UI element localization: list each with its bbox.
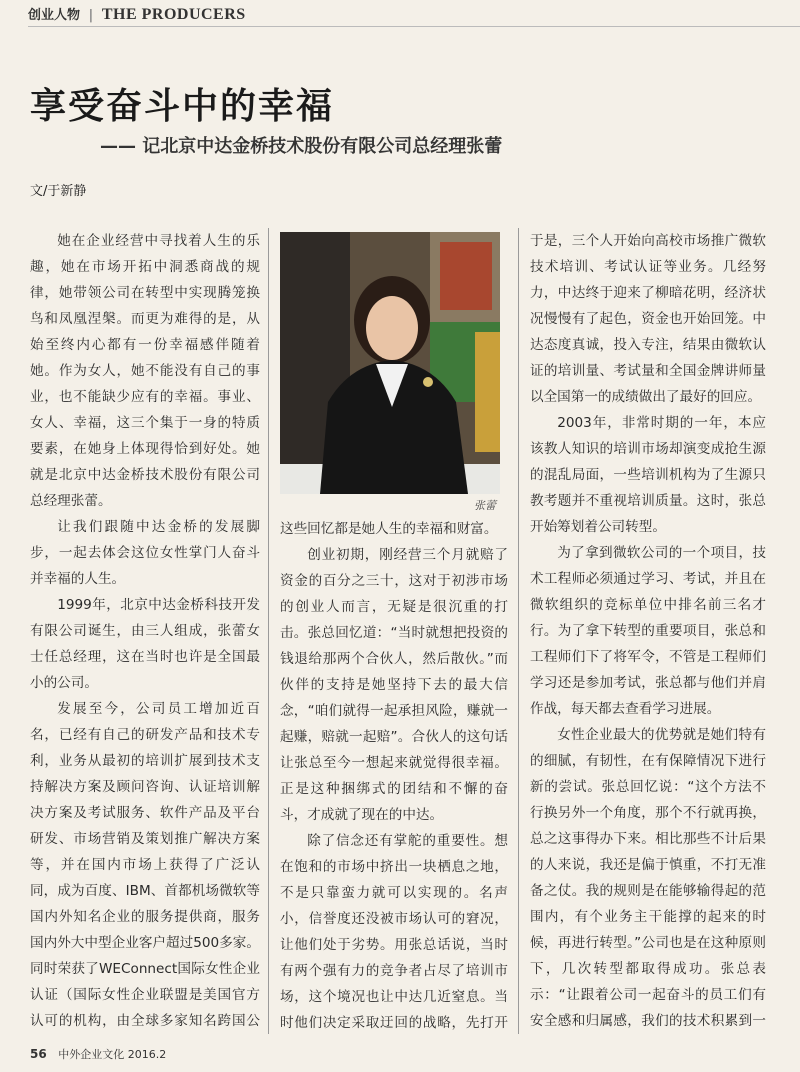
paragraph: 女性企业最大的优势就是她们特有的细腻，有韧性，在有保障情况下进行新的尝试。张总回忆说：“这个方法不行换另外一个角度，那个不行就再换，总之这事得办下来。相比那些不计后果的人来说，我还是偏于慎重，不打无准备之仗。我的规则是在能够输得起的范围内，有个业务主干能撑的起来的时候，再进行转型。”公司也是在这种原则下，几次转型都取得成功。张总表示：“让跟着公司一起奋斗的员工们有安全感和归属感，我们的技术积累到一 <box>530 727 766 1029</box>
paragraph: 发展至今，公司员工增加近百名，已经有自己的研发产品和技术专利，业务从最初的培训扩展到技术支持解决方案及顾问咨询、认证培训解决方案及考试服务、软件产品及平台研发、市场营销及策划推广解决方案等，并在国内市场上获得了广泛认同，成为百度、IBM、首都机场微软等国内外知名企业的服务提供商，服务国内外大中型企业客户超过500多家。同时荣获了WEConnect国际女性企业认证（国际女性企业联盟是美国官方认可的机构，由全球多家知名跨国公 <box>30 701 260 1029</box>
text-column-3 <box>530 228 766 1038</box>
paragraph: 让我们跟随中达金桥的发展脚步，一起去体会这位女性掌门人奋斗并幸福的人生。 <box>30 519 260 587</box>
paragraph: 她在企业经营中寻找着人生的乐趣，她在市场开拓中洞悉商战的规律，她带领公司在转型中实现腾笼换鸟和凤凰涅槃。而更为难得的是，从始至终内心都有一份幸福感伴随着她。作为女人，她不能没有自己的事业，也不能缺少应有的幸福。事业、女人、幸福，这三个集于一身的特质要素，在她身上体现得恰到好处。她就是北京中达金桥技术股份有限公司总经理张蕾。 <box>30 233 260 509</box>
article-subtitle: —— 记北京中达金桥技术股份有限公司总经理张蕾 <box>100 136 503 157</box>
header-separator: | <box>88 8 94 23</box>
paragraph: 2003年，非常时期的一年，本应该教人知识的培训市场却演变成抢生源的混乱局面，一些培训机构为了生源只教考题并不重视培训质量。这时，张总开始筹划着公司转型。 <box>530 415 766 535</box>
text-column-2 <box>280 516 508 1038</box>
column-divider <box>268 228 269 1034</box>
paragraph: 于是，三个人开始向高校市场推广微软技术培训、考试认证等业务。几经努力，中达终于迎来了柳暗花明，经济状况慢慢有了起色，资金也开始回笼。中达态度真诚，投入专注，结果由微软认证的培训量、考试量和全国金牌讲师量以全国第一的成绩做出了最好的回应。 <box>530 233 766 405</box>
photo-caption: 张蕾 <box>474 499 496 512</box>
paragraph: 除了信念还有掌舵的重要性。想在饱和的市场中挤出一块栖息之地，不是只靠蛮力就可以实现的。名声小，信誉度还没被市场认可的窘况，让他们处于劣势。用张总话说，当时有两个强有力的竞争者占尽了培训市场，这个境况也让中达几近窒息。当时他们决定采取迂回的战略，先打开 <box>280 833 508 1031</box>
section-header <box>28 4 246 24</box>
paragraph: 创业初期，刚经营三个月就赔了资金的百分之三十，这对于初涉市场的创业人而言，无疑是很沉重的打击。张总回忆道：“当时就想把投资的钱退给那两个合伙人，然后散伙。”而伙伴的支持是她坚持下去的最大信念，“咱们就得一起承担风险，赚就一起赚，赔就一起赔”。合伙人的这句话让张总至今一想起来就觉得很幸福。正是这种捆绑式的团结和不懈的奋斗，才成就了现在的中达。 <box>280 547 508 823</box>
paragraph: 这些回忆都是她人生的幸福和财富。 <box>280 521 498 537</box>
section-label-en: THE PRODUCERS <box>101 6 246 23</box>
column-divider <box>518 228 519 1034</box>
issue-number: 2016.2 <box>127 1048 167 1061</box>
paragraph: 1999年，北京中达金桥科技开发有限公司诞生，由三人组成，张蕾女士任总经理，这在当时也许是全国最小的公司。 <box>30 597 260 691</box>
magazine-name: 中外企业文化 <box>58 1048 125 1061</box>
section-label: 创业人物 <box>28 8 81 23</box>
text-column-1 <box>30 228 260 1038</box>
article-title: 享受奋斗中的幸福 <box>30 86 335 127</box>
portrait-photo <box>280 232 500 494</box>
portrait-illustration <box>280 232 500 494</box>
paragraph: 为了拿到微软公司的一个项目，技术工程师必须通过学习、考试，并且在微软组织的竞标单位中排名前三名才行。为了拿下转型的重要项目，张总和工程师们下了将军令，不管是工程师们学习还是参加考试，张总都与他们并肩作战，每天都去查看学习进展。 <box>530 545 766 717</box>
page-footer <box>30 1046 166 1062</box>
header-rule <box>28 26 800 27</box>
page-number: 56 <box>30 1047 47 1061</box>
article-byline: 文/于新静 <box>30 184 87 199</box>
